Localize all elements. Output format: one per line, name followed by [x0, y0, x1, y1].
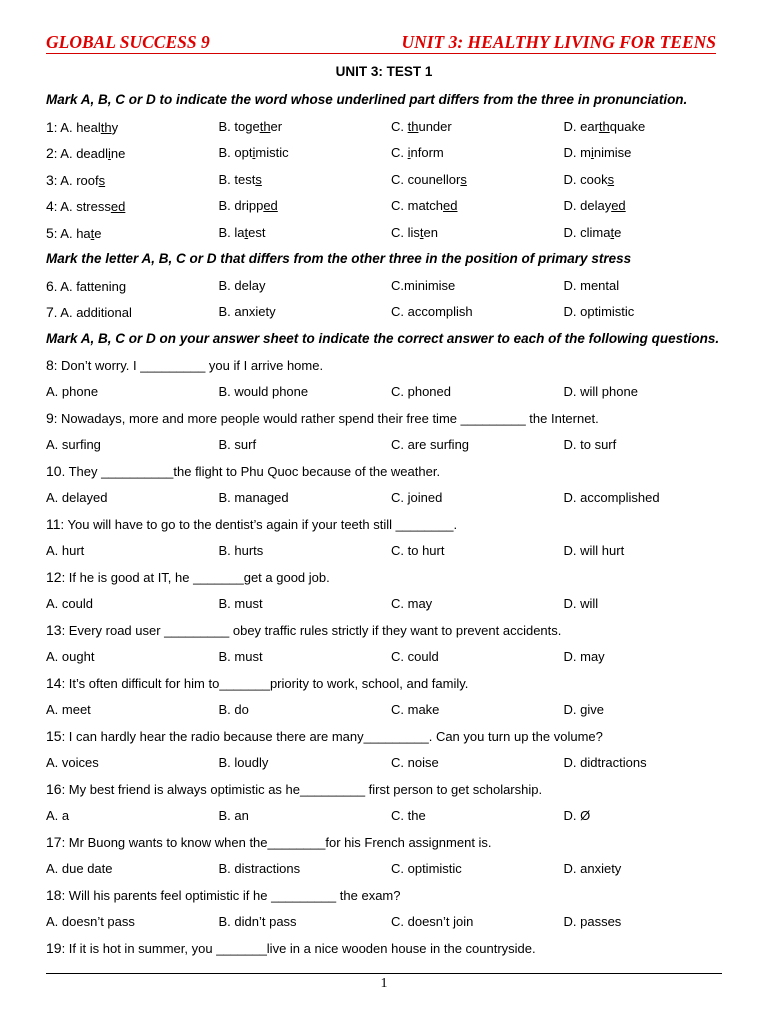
options-row	[46, 804, 726, 831]
question-number: 4	[46, 198, 54, 214]
question-number: 13	[46, 622, 62, 638]
answer-option: D. will phone	[563, 383, 638, 399]
page-header	[46, 26, 716, 54]
answer-option: C. could	[391, 648, 439, 664]
question-number: 7	[46, 304, 54, 320]
question-text: : My best friend is always optimistic as he_________ first person to get scholarship.	[61, 782, 543, 797]
option-text: D. clima	[563, 224, 611, 240]
option-text: : A. stress	[53, 199, 111, 214]
option-text: under	[418, 118, 452, 134]
answer-option: D. will hurt	[563, 542, 625, 558]
question-text: : It’s often difficult for him to_______priority to work, school, and family.	[61, 676, 469, 691]
answer-option	[46, 274, 219, 301]
answer-option	[391, 115, 564, 142]
option-text: B. delay	[218, 277, 266, 293]
option-text: C.	[391, 145, 408, 160]
option-text: : A. heal	[53, 119, 101, 135]
stress-questions	[46, 274, 726, 327]
answer-option: A. a	[46, 807, 70, 823]
answer-option	[219, 194, 392, 221]
options-row	[46, 751, 726, 778]
option-text: nimise	[593, 145, 632, 160]
option-text: D. cook	[563, 171, 608, 187]
answer-option: C. make	[391, 701, 440, 717]
option-text: . A. fattening	[53, 278, 127, 294]
question-number: 6	[46, 277, 54, 294]
answer-option	[46, 300, 219, 327]
answer-option: A. meet	[46, 701, 91, 717]
underlined-part: t	[419, 224, 424, 240]
pronunciation-row	[46, 221, 726, 248]
option-text: D. optimistic	[563, 304, 635, 319]
answer-option: D. will	[563, 595, 599, 611]
underlined-part: t	[244, 224, 249, 240]
options-row	[46, 698, 726, 725]
question-number: 14	[46, 675, 62, 691]
underlined-part: i	[108, 146, 111, 161]
option-text: D. ear	[563, 118, 599, 134]
options-row	[46, 910, 726, 937]
answer-option: B. an	[218, 807, 249, 823]
question-stem	[46, 565, 726, 592]
question-number: 16	[46, 781, 62, 797]
answer-option: C. are surfing	[391, 436, 470, 452]
option-text: e	[614, 224, 622, 240]
question-text: : If it is hot in summer, you _______live in a nice wooden house in the countryside.	[61, 941, 536, 956]
header-right-title: UNIT 3: HEALTHY LIVING FOR TEENS	[401, 32, 716, 52]
answer-option: A. could	[46, 595, 93, 611]
test-title: UNIT 3: TEST 1	[335, 64, 433, 79]
header-left-title: GLOBAL SUCCESS 9	[46, 32, 210, 52]
stress-row	[46, 300, 726, 327]
underlined-part: i	[407, 145, 411, 160]
options-row	[46, 486, 726, 513]
answer-option	[219, 274, 392, 301]
answer-option: B. would phone	[218, 383, 309, 399]
underlined-part: s	[607, 171, 615, 187]
answer-option: A. voices	[46, 754, 99, 770]
option-text: . A. additional	[53, 305, 132, 320]
answer-option	[219, 168, 392, 195]
answer-option: D. didtractions	[563, 754, 647, 770]
question-text: : Don’t worry. I _________ you if I arrive home.	[53, 358, 324, 373]
question-stem	[46, 406, 726, 433]
section-stress-instruction: Mark the letter A, B, C or D that differs from the other three in the position of primary stress	[46, 251, 632, 266]
pronunciation-row	[46, 141, 726, 168]
question-text: : I can hardly hear the radio because there are many_________. Can you turn up the volume?	[61, 729, 603, 744]
question-stem	[46, 512, 726, 539]
answer-option: A. surfing	[46, 436, 101, 452]
question-number: 19	[46, 940, 62, 956]
question-number: 8	[46, 357, 54, 373]
section-pronunciation-instruction: Mark A, B, C or D to indicate the word whose underlined part differs from the three in pronunciation.	[46, 92, 688, 107]
question-number: 15	[46, 728, 62, 744]
pronunciation-row	[46, 115, 726, 142]
answer-option	[391, 221, 564, 248]
question-number: 3	[46, 171, 54, 188]
answer-option: A. hurt	[46, 542, 85, 558]
underlined-part: th	[259, 118, 271, 134]
question-number: 5	[46, 224, 54, 241]
question-stem	[46, 618, 726, 645]
question-stem	[46, 724, 726, 751]
question-number: 1	[46, 118, 54, 135]
answer-option: C. phoned	[391, 383, 451, 399]
question-text: : You will have to go to the dentist’s again if your teeth still ________.	[60, 517, 458, 532]
underlined-part: ed	[611, 198, 626, 213]
underlined-part: th	[100, 119, 112, 135]
answer-option: B. hurts	[218, 542, 264, 558]
options-row	[46, 592, 726, 619]
question-text: : If he is good at IT, he _______get a good job.	[61, 570, 330, 585]
footer-divider	[46, 973, 722, 974]
option-text: C. lis	[391, 224, 420, 240]
answer-option	[564, 194, 724, 221]
question-number: 17	[46, 834, 62, 850]
option-text: B. opt	[218, 145, 253, 160]
answer-option: C. may	[391, 595, 433, 611]
question-text: : Mr Buong wants to know when the________for his French assignment is.	[61, 835, 492, 850]
answer-option	[46, 141, 219, 168]
answer-option	[219, 221, 392, 248]
answer-option: D. Ø	[563, 807, 591, 823]
stress-row	[46, 274, 726, 301]
answer-option	[391, 274, 564, 301]
answer-option	[46, 168, 219, 195]
option-text: C. match	[391, 198, 444, 213]
option-text: : A. deadl	[53, 146, 109, 161]
option-text: B. la	[218, 224, 245, 240]
answer-option: A. due date	[46, 860, 113, 876]
answer-option: C. doesn’t join	[391, 913, 474, 929]
options-row	[46, 857, 726, 884]
option-text: en	[423, 224, 438, 240]
option-text: D. m	[563, 145, 591, 160]
answer-option: B. do	[218, 701, 249, 717]
options-row	[46, 380, 726, 407]
option-text: quake	[609, 118, 646, 134]
option-text: C.minimise	[391, 277, 456, 293]
pronunciation-questions	[46, 115, 726, 248]
underlined-part: s	[255, 171, 262, 187]
answer-option: D. may	[563, 648, 605, 664]
answer-option	[391, 194, 564, 221]
answer-option	[46, 221, 219, 248]
option-text: B. anxiety	[218, 304, 276, 319]
worksheet-content	[46, 88, 726, 963]
answer-option	[46, 115, 219, 142]
question-number: 9	[46, 410, 54, 426]
question-number: 12	[46, 569, 62, 585]
pronunciation-row	[46, 194, 726, 221]
answer-option: B. distractions	[218, 860, 301, 876]
underlined-part: t	[90, 225, 95, 241]
question-text: : Nowadays, more and more people would rather spend their free time _________ the Internet.	[53, 411, 599, 426]
page-number: 1	[380, 976, 388, 991]
answer-option	[391, 300, 564, 327]
question-stem	[46, 671, 726, 698]
answer-option: D. to surf	[563, 436, 617, 452]
underlined-part: ed	[263, 198, 278, 213]
options-row	[46, 433, 726, 460]
question-stem	[46, 777, 726, 804]
underlined-part: th	[598, 118, 610, 134]
underlined-part: i	[590, 145, 594, 160]
answer-option: C. noise	[391, 754, 439, 770]
answer-option	[46, 194, 219, 221]
option-text: C. counellor	[391, 171, 461, 187]
underlined-part: ed	[110, 199, 126, 214]
option-text: B. dripp	[218, 198, 264, 213]
multiple-choice-questions	[46, 353, 726, 936]
question-stem	[46, 830, 726, 857]
answer-option: A. doesn’t pass	[46, 913, 135, 929]
underlined-part: s	[98, 172, 106, 188]
answer-option	[219, 115, 392, 142]
option-text: er	[270, 118, 283, 134]
option-text: y	[111, 119, 119, 135]
option-text: : A. ha	[53, 225, 91, 241]
question-stem	[46, 353, 726, 380]
question-19-stem	[46, 936, 726, 963]
answer-option	[564, 300, 724, 327]
question-text: . They __________the flight to Phu Quoc because of the weather.	[61, 464, 441, 479]
answer-option	[564, 221, 724, 248]
answer-option: C. the	[391, 807, 426, 823]
option-text: ne	[110, 146, 126, 161]
options-row	[46, 539, 726, 566]
option-text: C.	[391, 118, 408, 134]
option-text: B. test	[218, 171, 256, 187]
underlined-part: th	[407, 118, 419, 134]
option-text: mistic	[255, 145, 289, 160]
answer-option	[564, 141, 724, 168]
option-text: B. toge	[218, 118, 260, 134]
answer-option: D. accomplished	[563, 489, 660, 505]
answer-option: D. anxiety	[563, 860, 622, 876]
answer-option: C. optimistic	[391, 860, 462, 876]
answer-option: A. ought	[46, 648, 95, 664]
answer-option: B. must	[218, 595, 263, 611]
answer-option: A. phone	[46, 383, 99, 399]
section-mcq-instruction: Mark A, B, C or D on your answer sheet to indicate the correct answer to each of the following questions.	[46, 330, 720, 346]
answer-option: D. give	[563, 701, 604, 717]
answer-option: C. to hurt	[391, 542, 445, 558]
question-stem	[46, 459, 726, 486]
question-number: 10	[46, 463, 62, 479]
option-text: D. delay	[563, 198, 612, 213]
answer-option: D. passes	[563, 913, 622, 929]
answer-option: A. delayed	[46, 489, 108, 505]
option-text: est	[248, 224, 266, 240]
option-text: D. mental	[563, 277, 620, 293]
answer-option: B. didn’t pass	[218, 913, 297, 929]
underlined-part: ed	[443, 198, 458, 213]
answer-option	[219, 300, 392, 327]
question-number: 11	[46, 516, 61, 532]
answer-option	[564, 168, 724, 195]
answer-option	[564, 274, 724, 301]
option-text: C. accomplish	[391, 304, 473, 319]
underlined-part: i	[252, 145, 256, 160]
question-number: 18	[46, 887, 62, 903]
answer-option	[391, 141, 564, 168]
question-text: : Every road user _________ obey traffic rules strictly if they want to prevent accidents.	[61, 623, 562, 638]
underlined-part: t	[610, 224, 615, 240]
answer-option	[564, 115, 724, 142]
option-text: nform	[410, 145, 444, 160]
underlined-part: s	[460, 171, 467, 187]
options-row	[46, 645, 726, 672]
question-number: 2	[46, 145, 54, 161]
answer-option: C. joined	[391, 489, 443, 505]
answer-option: B. surf	[218, 436, 257, 452]
question-text: : Will his parents feel optimistic if he _________ the exam?	[61, 888, 401, 903]
answer-option: B. managed	[218, 489, 289, 505]
option-text: e	[94, 225, 102, 241]
pronunciation-row	[46, 168, 726, 195]
answer-option: B. must	[218, 648, 263, 664]
option-text: : A. roof	[53, 172, 99, 188]
answer-option	[219, 141, 392, 168]
question-stem	[46, 883, 726, 910]
answer-option	[391, 168, 564, 195]
answer-option: B. loudly	[218, 754, 269, 770]
